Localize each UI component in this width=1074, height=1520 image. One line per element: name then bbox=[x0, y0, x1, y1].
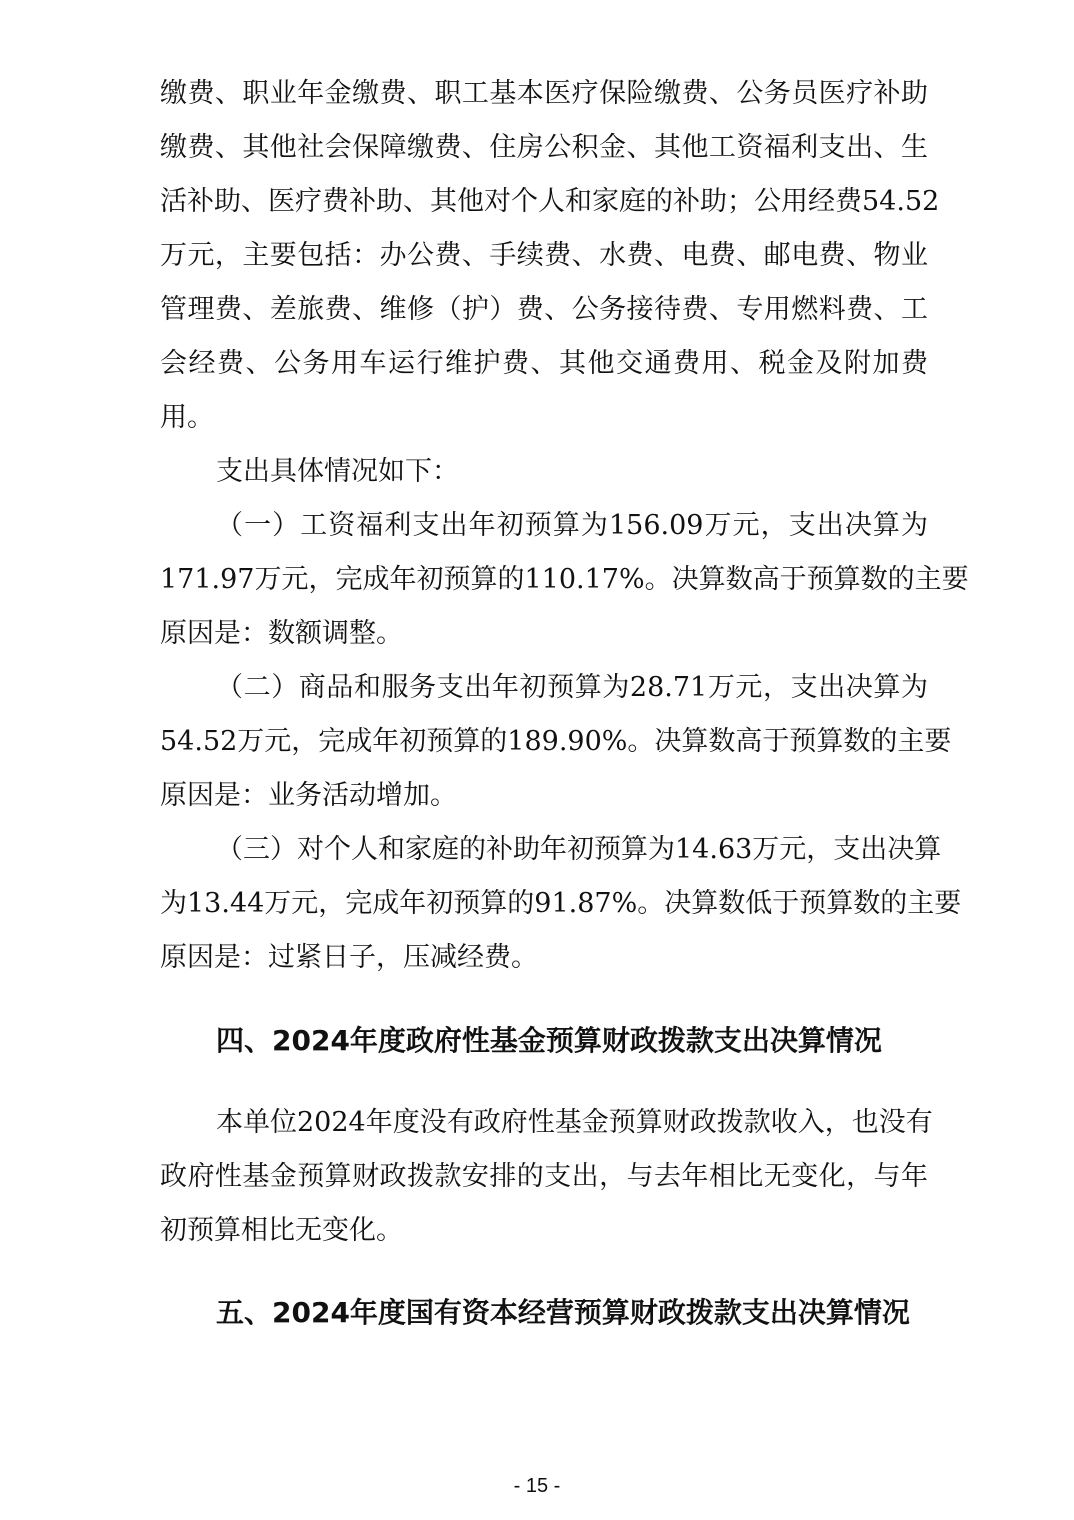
text-line: 初预算相比无变化。 bbox=[160, 1215, 403, 1246]
text-line: 政府性基金预算财政拨款安排的支出，与去年相比无变化，与年 bbox=[160, 1161, 928, 1192]
text-line: 原因是：过紧日子，压减经费。 bbox=[160, 942, 538, 973]
section-heading-state-capital: 五、2024年度国有资本经营预算财政拨款支出决算情况 bbox=[216, 1296, 910, 1329]
text-line: 管理费、差旅费、维修（护）费、公务接待费、专用燃料费、工 bbox=[160, 294, 928, 325]
page-number: - 15 - bbox=[513, 1475, 561, 1497]
text-line: 54.52万元，完成年初预算的189.90%。决算数高于预算数的主要 bbox=[160, 726, 952, 757]
text-line: 本单位2024年度没有政府性基金预算财政拨款收入，也没有 bbox=[216, 1107, 933, 1138]
text-line: 为13.44万元，完成年初预算的91.87%。决算数低于预算数的主要 bbox=[160, 888, 962, 919]
text-line: 缴费、职业年金缴费、职工基本医疗保险缴费、公务员医疗补助 bbox=[160, 78, 928, 109]
text-line: 171.97万元，完成年初预算的110.17%。决算数高于预算数的主要 bbox=[160, 564, 969, 595]
text-line: 会经费、公务用车运行维护费、其他交通费用、税金及附加费 bbox=[160, 348, 928, 379]
text-line: 原因是：业务活动增加。 bbox=[160, 780, 457, 811]
text-line: 缴费、其他社会保障缴费、住房公积金、其他工资福利支出、生 bbox=[160, 132, 928, 163]
section-heading-government-fund: 四、2024年度政府性基金预算财政拨款支出决算情况 bbox=[216, 1024, 882, 1057]
text-line: （二）商品和服务支出年初预算为28.71万元，支出决算为 bbox=[216, 672, 928, 703]
text-line: 万元，主要包括：办公费、手续费、水费、电费、邮电费、物业 bbox=[160, 240, 928, 271]
text-line: 用。 bbox=[160, 402, 214, 433]
text-line: （三）对个人和家庭的补助年初预算为14.63万元，支出决算 bbox=[216, 834, 942, 865]
text-line: （一）工资福利支出年初预算为156.09万元，支出决算为 bbox=[216, 510, 928, 541]
text-line: 原因是：数额调整。 bbox=[160, 618, 403, 649]
text-line: 支出具体情况如下： bbox=[216, 456, 459, 487]
text-line: 活补助、医疗费补助、其他对个人和家庭的补助；公用经费54.52 bbox=[160, 186, 940, 217]
